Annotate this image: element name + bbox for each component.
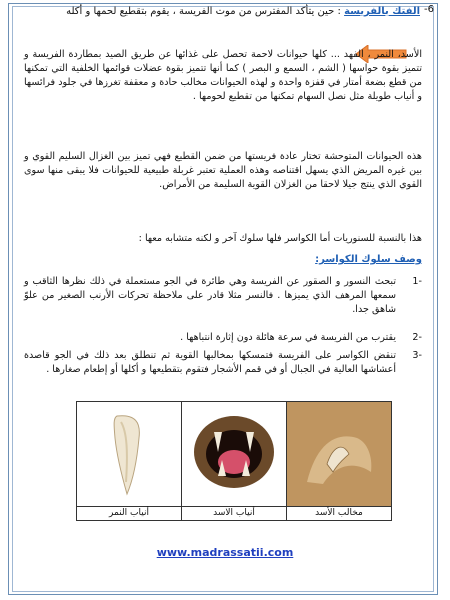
section-heading-highlight: الفتك بالفريسة — [344, 6, 420, 17]
list-item — [24, 331, 422, 345]
caption-tiger-fangs: أنياب النمر — [109, 508, 149, 518]
paragraph-herd-selection: هذه الحيوانات المتوحشة تختار عادة فريستها من ضمن القطيع فهي تميز بين الغزال السليم القوي و بين غيره المريض الذي يسهل اقتناصه وهذه العملية تعتبر غربلة طبيعية للحيوانات فلا يبقى منها سوى القوي الذي ينتج جيلا لاحقا من الغزلان القوية السليمة من الأمراض. — [24, 151, 422, 190]
list-item — [24, 275, 422, 317]
paragraph-transition: هذا بالنسبة للسنوريات أما الكواسر فلها سلوك آخر و لكنه متشابه معها : — [138, 233, 422, 244]
list-item-number: -2 — [412, 332, 422, 343]
subheading-raptors: وصف سلوك الكواسر: — [315, 254, 422, 265]
section-heading-text: : حين يتأكد المفترس من موت الفريسة ، يقوم بتقطيع لحمها و أكله — [66, 6, 341, 17]
photo-strip — [76, 401, 392, 507]
website-link[interactable]: www.madrassatii.com — [156, 546, 294, 559]
section-number: -6 — [424, 4, 434, 15]
list-item-number: -3 — [412, 350, 422, 361]
list-item-text: تبحث النسور و الصقور عن الفريسة وهي طائرة في الجو مستعملة في ذلك نظرها الثاقب و سمعها المرهف الذي يميزها . فالنسر مثلا قادر على ملاحظة تحركات الأرنب الصغير من علوّ شاهق جدا. — [24, 276, 396, 315]
fang-image — [77, 402, 181, 506]
lion-mouth-image — [182, 402, 286, 506]
photo-tiger-fang — [77, 402, 181, 506]
claw-image — [287, 402, 391, 506]
photo-captions — [76, 507, 392, 521]
photo-lion-claws — [286, 402, 391, 506]
caption-lion-fangs: أنياب الاسد — [181, 507, 286, 520]
list-item-number: -1 — [412, 276, 422, 287]
list-item — [24, 349, 422, 377]
photo-lion-fangs — [181, 402, 286, 506]
caption-lion-claws: مخالب الأسد — [286, 507, 391, 520]
section-heading — [18, 4, 420, 19]
paragraph-predators: الأسد، النمر ، الفهد ... كلها حيوانات لاحمة تحصل على غذائها عن طريق الصيد بمطاردة الفريسة و تتميز بقوة حواسها ( الشم ، السمع و البصر ) كما أنها تتميز بقوة عضلات قوائمها الخلفية التي تمكنها من قطع بضعة أمتار في قفزة واحدة و لهذه الحيوانات مخالب حادة و معقفة تغرزها في جلود فرائسها و أنياب طويلة مثل نصل السهام تمكنها من تقطيع لحومها . — [24, 49, 422, 102]
list-item-text: يقترب من الفريسة في سرعة هائلة دون إثارة انتباهها . — [180, 332, 396, 343]
list-item-text: تنقض الكواسر على الفريسة فتمسكها بمخالبها القوية ثم تنطلق بعد ذلك في الجو قاصدة أعشاشها العالية في الجبال أو في قمم الأشجار فتقوم بتقطيعها و أكلها أو إطعام صغارها . — [24, 350, 396, 375]
